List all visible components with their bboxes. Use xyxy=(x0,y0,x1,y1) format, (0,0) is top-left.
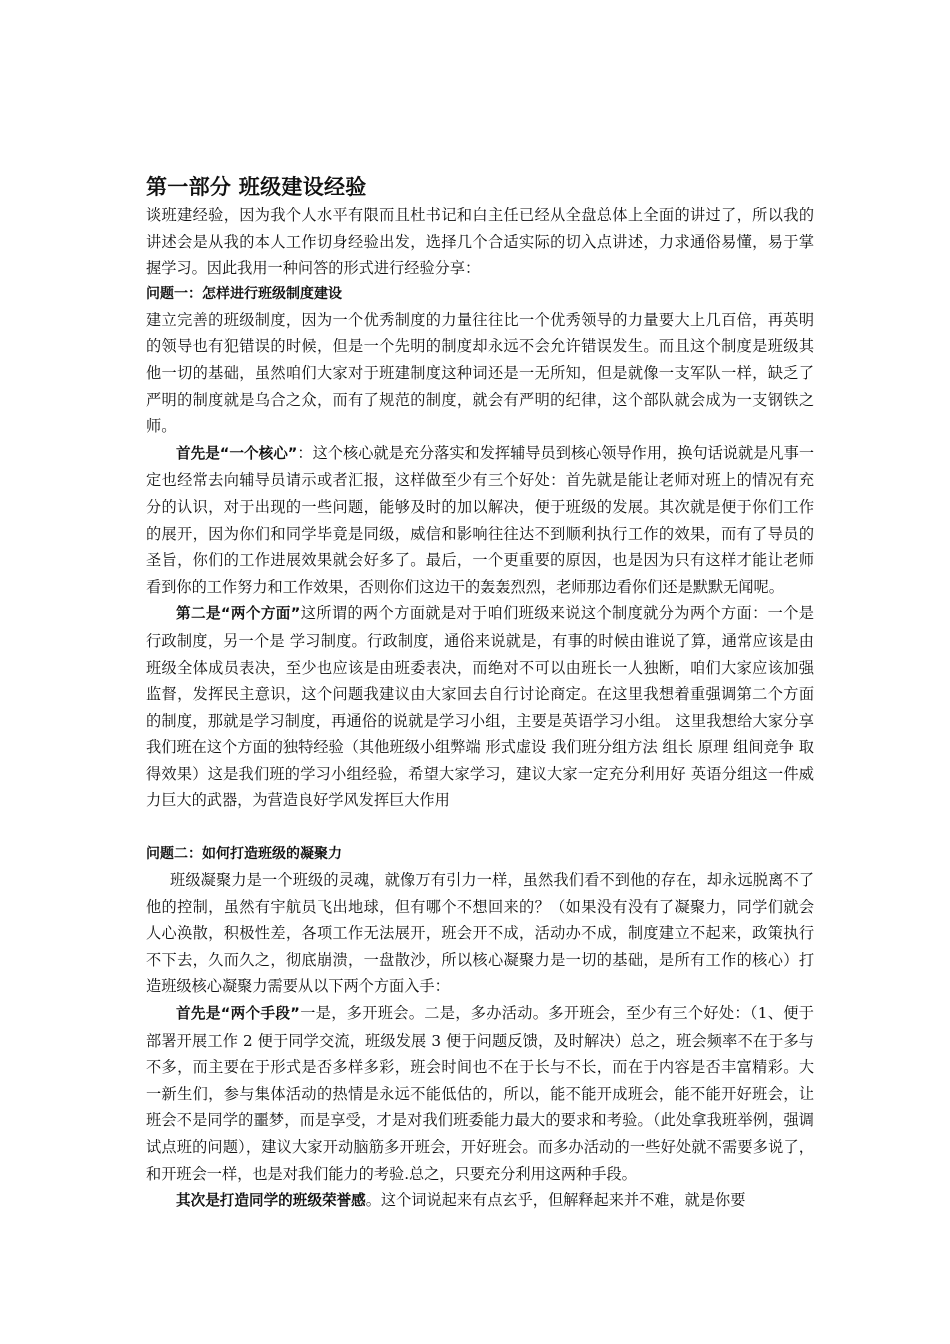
intro-paragraph: 谈班建经验，因为我个人水平有限而且杜书记和白主任已经从全盘总体上全面的讲过了，所以我的讲述会是从我的本人工作切身经验出发，选择几个合适实际的切入点讲述，力求通俗易懂，易于掌握学习。因此我用一种问答的形式进行经验分享： xyxy=(146,206,814,278)
point-lead: 其次是打造同学的班级荣誉感 xyxy=(176,1192,366,1210)
point-text: ：这个核心就是充分落实和发挥辅导员到核心领导作用，换句话说就是凡事一定也经常去向辅导员请示或者汇报，这样做至少有三个好处：首先就是能让老师对班上的情况有充分的认识，对于出现的一些问题，能够及时的加以解决，便于班级的发展。其次就是便于你们工作的展开，因为你们和同学毕竟是同级，威信和影响往往达不到顺利执行工作的效果，而有了导员的圣旨，你们的工作进展效果就会好多了。最后，一个更重要的原因，也是因为只有这样才能让老师看到你的工作努力和工作效果，否则你们这边干的轰轰烈烈，老师那边看你们还是默默无闻呢。 xyxy=(146,443,815,596)
point-lead: 首先是“一个核心” xyxy=(176,444,298,462)
point-lead: 首先是“两个手段” xyxy=(176,1005,300,1023)
question-two-point-one xyxy=(146,1000,814,1187)
section-spacer xyxy=(146,814,814,842)
question-one-point-one xyxy=(146,440,814,601)
document-title: 第一部分 班级建设经验 xyxy=(146,175,367,199)
question-one-point-two xyxy=(146,600,814,814)
question-two-heading: 问题二：如何打造班级的凝聚力 xyxy=(146,846,342,863)
question-one-heading: 问题一：怎样进行班级制度建设 xyxy=(146,285,342,302)
question-two-point-two xyxy=(146,1187,814,1215)
document-page xyxy=(146,172,814,1215)
point-lead: 第二是“两个方面” xyxy=(176,605,301,623)
question-two-body: 班级凝聚力是一个班级的灵魂，就像万有引力一样，虽然我们看不到他的存在，却永远脱离不了他的控制，虽然有宇航员飞出地球，但有哪个不想回来的？（如果没有没有了凝聚力，同学们就会人心涣散，积极性差，各项工作无法展开，班会开不成，活动办不成，制度建立不起来，政策执行不下去，久而久之，彻底崩溃，一盘散沙，所以核心凝聚力是一切的基础，是所有工作的核心）打造班级核心凝聚力需要从以下两个方面入手： xyxy=(146,871,814,996)
point-text: 这所谓的两个方面就是对于咱们班级来说这个制度就分为两个方面：一个是 行政制度，另一个是 学习制度。行政制度，通俗来说就是，有事的时候由谁说了算，通常应该是由班级全体成员表决，至少也应该是由班委表决，而绝对不可以由班长一人独断，咱们大家应该加强监督，发挥民主意识，这个问题我建议由大家回去自行讨论商定。在这里我想着重强调第二个方面的制度，那就是学习制度，再通俗的说就是学习小组，主要是英语学习小组。 这里我想给大家分享我们班在这个方面的独特经验（其他班级小组弊端 形式虚设 我们班分组方法 组长 原理 组间竞争 取得效果）这是我们班的学习小组经验，希望大家学习，建议大家一定充分利用好 英语分组这一件威力巨大的武器，为营造良好学风发挥巨大作用 xyxy=(146,604,814,810)
point-text: 一是，多开班会。二是，多办活动。多开班会，至少有三个好处：（1、便于部署开展工作 2 便于同学交流，班级发展 3 便于问题反馈，及时解决）总之，班会频率不在于多与不多，而主要在于形式是否多样多彩，班会时间也不在于长与不长，而在于内容是否丰富精彩。大一新生们，参与集体活动的热情是永远不能低估的，所以，能不能开成班会，能不能开好班会，让班会不是同学的噩梦，而是享受，才是对我们班委能力最大的要求和考验。（此处拿我班举例，强调试点班的问题），建议大家开动脑筋多开班会，开好班会。而多办活动的一些好处就不需要多说了，和开班会一样，也是对我们能力的考验.总之，只要充分利用这两种手段。 xyxy=(146,1004,814,1183)
question-one-body: 建立完善的班级制度，因为一个优秀制度的力量往往比一个优秀领导的力量要大上几百倍，再英明的领导也有犯错误的时候，但是一个先明的制度却永远不会允许错误发生。而且这个制度是班级其他一切的基础，虽然咱们大家对于班建制度这种词还是一无所知，但是就像一支军队一样，缺乏了严明的制度就是乌合之众，而有了规范的制度，就会有严明的纪律，这个部队就会成为一支钢铁之师。 xyxy=(146,310,814,436)
point-text: 。这个词说起来有点玄乎，但解释起来并不难，就是你要 xyxy=(365,1191,746,1210)
